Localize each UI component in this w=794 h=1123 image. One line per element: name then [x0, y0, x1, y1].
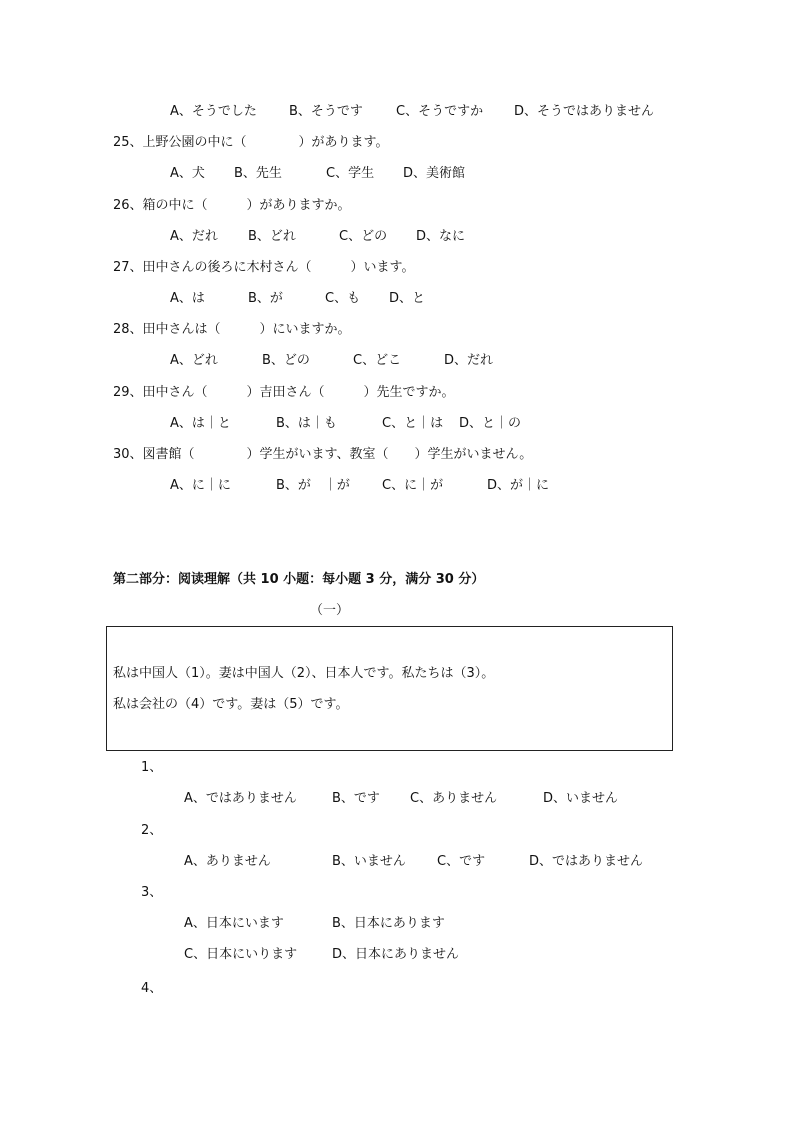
- q26-option-a: A、だれ: [170, 229, 218, 244]
- q27-option-c: C、も: [325, 291, 361, 306]
- q28-option-a: A、どれ: [170, 353, 218, 368]
- q28-option-c: C、どこ: [353, 353, 402, 368]
- q24-option-d: D、そうではありません: [514, 104, 655, 119]
- q30-option-a: A、に｜に: [170, 478, 231, 493]
- rq1-option-d: D、いません: [543, 791, 619, 806]
- reading-question-1-number: 1、: [141, 760, 163, 775]
- q30-option-c: C、に｜が: [382, 478, 444, 493]
- question-26-stem: 26、箱の中に（ ）がありますか。: [113, 198, 351, 213]
- rq1-option-c: C、ありません: [410, 791, 498, 806]
- question-27-stem: 27、田中さんの後ろに木村さん（ ）います。: [113, 260, 415, 275]
- q30-option-b: B、が ｜が: [276, 478, 350, 493]
- q27-option-a: A、は: [170, 291, 205, 306]
- question-28-stem: 28、田中さんは（ ）にいますか。: [113, 322, 351, 337]
- section-2-title: 第二部分：阅读理解（共 10 小题：每小题 3 分，满分 30 分）: [113, 572, 485, 587]
- rq3-option-d: D、日本にありません: [332, 947, 460, 962]
- q27-option-b: B、が: [248, 291, 283, 306]
- passage-line-2: 私は会社の（4）です。妻は（5）です。: [113, 697, 349, 712]
- reading-question-3-number: 3、: [141, 885, 163, 900]
- rq3-option-c: C、日本にいります: [184, 947, 298, 962]
- q25-option-d: D、美術館: [403, 166, 466, 181]
- q25-option-a: A、犬: [170, 166, 205, 181]
- reading-question-4-number: 4、: [141, 981, 163, 996]
- q29-option-a: A、は｜と: [170, 416, 231, 431]
- q25-option-b: B、先生: [234, 166, 282, 181]
- q24-option-b: B、そうです: [289, 104, 363, 119]
- question-25-stem: 25、上野公園の中に（ ）があります。: [113, 135, 389, 150]
- q24-option-a: A、そうでした: [170, 104, 257, 119]
- rq3-option-b: B、日本にあります: [332, 916, 445, 931]
- passage-line-1: 私は中国人（1）。妻は中国人（2）、日本人です。私たちは（3）。: [113, 666, 495, 681]
- q25-option-c: C、学生: [326, 166, 375, 181]
- passage-box: [106, 626, 673, 751]
- reading-question-2-number: 2、: [141, 823, 163, 838]
- rq2-option-a: A、ありません: [184, 854, 271, 869]
- q30-option-d: D、が｜に: [487, 478, 550, 493]
- passage-sub-heading: （一）: [310, 603, 350, 618]
- q26-option-d: D、なに: [416, 229, 466, 244]
- rq2-option-d: D、ではありません: [529, 854, 644, 869]
- rq2-option-c: C、です: [437, 854, 486, 869]
- rq1-option-b: B、です: [332, 791, 380, 806]
- q29-option-d: D、と｜の: [459, 416, 522, 431]
- q26-option-b: B、どれ: [248, 229, 296, 244]
- rq1-option-a: A、ではありません: [184, 791, 297, 806]
- q28-option-b: B、どの: [262, 353, 310, 368]
- q28-option-d: D、だれ: [444, 353, 494, 368]
- rq2-option-b: B、いません: [332, 854, 406, 869]
- q27-option-d: D、と: [389, 291, 426, 306]
- q24-option-c: C、そうですか: [396, 104, 484, 119]
- rq3-option-a: A、日本にいます: [184, 916, 284, 931]
- question-29-stem: 29、田中さん（ ）吉田さん（ ）先生ですか。: [113, 385, 455, 400]
- q29-option-c: C、と｜は: [382, 416, 444, 431]
- q29-option-b: B、は｜も: [276, 416, 337, 431]
- question-30-stem: 30、図書館（ ）学生がいます、教室（ ）学生がいません。: [113, 447, 533, 462]
- q26-option-c: C、どの: [339, 229, 388, 244]
